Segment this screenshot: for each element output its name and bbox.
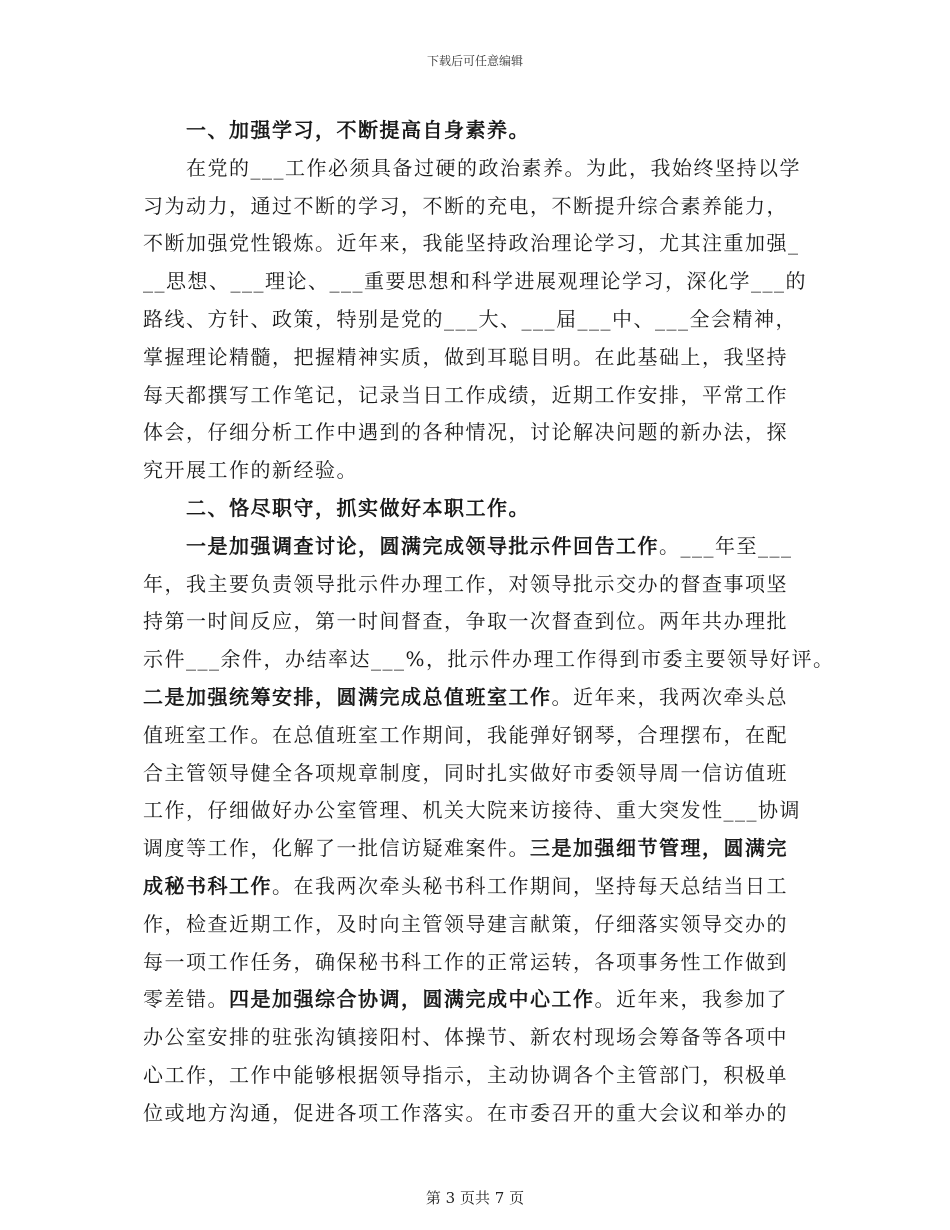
text-run: 掌握理论精髓，把握精神实质，做到耳聪目明。在此基础上，我坚持 (143, 344, 788, 369)
text-line (143, 452, 823, 490)
text-line (143, 263, 823, 301)
text-line (143, 377, 823, 415)
text-run: 体会，仔细分析工作中遇到的各种情况，讨论解决问题的新办法，探 (143, 420, 788, 445)
text-run: 调度等工作，化解了一批信访疑难案件。 (143, 836, 530, 861)
text-line (143, 868, 823, 906)
text-run: 。___年至___ (659, 533, 793, 558)
text-line (143, 906, 823, 944)
text-run: 位或地方沟通，促进各项工作落实。在市委召开的重大会议和举办的 (143, 1100, 788, 1125)
text-line (143, 566, 823, 604)
text-run: 不断加强党性锻炼。近年来，我能坚持政治理论学习，尤其注重加强_ (143, 231, 800, 256)
page-footer: 第 3 页共 7 页 (425, 1189, 525, 1207)
text-line (143, 414, 823, 452)
bold-text-run: 四是加强综合协调，圆满完成中心工作 (229, 987, 595, 1012)
text-run: 路线、方针、政策，特别是党的___大、___届___中、___全会精神， (143, 306, 797, 331)
text-line (143, 150, 823, 188)
text-line (143, 944, 823, 982)
text-line (143, 603, 823, 641)
text-run: 。近年来，我两次牵头总 (551, 684, 788, 709)
bold-text-run: 二是加强统筹安排，圆满完成总值班室工作 (143, 684, 552, 709)
bold-text-run: 三是加强细节管理，圆满完 (530, 836, 788, 861)
text-line (143, 301, 823, 339)
bold-text-run: 成秘书科工作 (143, 873, 272, 898)
text-line (143, 792, 823, 830)
text-run: 习为动力，通过不断的学习，不断的充电，不断提升综合素养能力， (143, 193, 788, 218)
bold-text-run: 二、恪尽职守，抓实做好本职工作。 (186, 495, 530, 520)
text-run: 。近年来，我参加了 (594, 987, 788, 1012)
text-line (143, 1057, 823, 1095)
text-line (143, 755, 823, 793)
text-run: 每一项工作任务，确保秘书科工作的正常运转，各项事务性工作做到 (143, 949, 788, 974)
text-run: 在党的___工作必须具备过硬的政治素养。为此，我始终坚持以学 (186, 155, 801, 180)
page-header: 下载后可任意编辑 (426, 54, 523, 68)
text-line (143, 717, 823, 755)
text-run: 心工作，工作中能够根据领导指示，主动协调各个主管部门，积极单 (143, 1062, 788, 1087)
document-body (143, 112, 835, 1133)
text-run: 工作，仔细做好办公室管理、机关大院来访接待、重大突发性___协调 (143, 798, 801, 823)
text-line (143, 830, 823, 868)
text-run: 零差错。 (143, 987, 229, 1012)
text-run: 持第一时间反应，第一时间督查，争取一次督查到位。两年共办理批 (143, 609, 788, 634)
text-line (143, 188, 823, 226)
text-run: 作，检查近期工作，及时向主管领导建言献策，仔细落实领导交办的 (143, 911, 788, 936)
text-run: 。在我两次牵头秘书科工作期间，坚持每天总结当日工 (272, 873, 788, 898)
text-line (143, 528, 823, 566)
text-line (143, 1095, 823, 1133)
text-line (143, 981, 823, 1019)
text-run: 值班室工作。在总值班室工作期间，我能弹好钢琴，合理摆布，在配 (143, 722, 788, 747)
text-run: __思想、___理论、___重要思想和科学进展观理论学习，深化学___的 (143, 269, 807, 294)
text-run: 究开展工作的新经验。 (143, 458, 358, 483)
text-line (143, 490, 823, 528)
bold-text-run: 一、加强学习，不断提高自身素养。 (186, 118, 530, 142)
text-line (143, 339, 823, 377)
text-run: 每天都撰写工作笔记，记录当日工作成绩，近期工作安排，平常工作 (143, 382, 788, 407)
text-line (143, 1019, 823, 1057)
text-run: 年，我主要负责领导批示件办理工作，对领导批示交办的督查事项坚 (143, 571, 788, 596)
text-line (143, 641, 835, 679)
text-line (143, 225, 823, 263)
bold-text-run: 一是加强调查讨论，圆满完成领导批示件回告工作 (186, 533, 659, 558)
text-run: 合主管领导健全各项规章制度，同时扎实做好市委领导周一信访值班 (143, 760, 788, 785)
text-line (143, 679, 823, 717)
text-run: 示件___余件，办结率达___%，批示件办理工作得到市委主要领导好评。 (143, 647, 835, 672)
text-run: 办公室安排的驻张沟镇接阳村、体操节、新农村现场会筹备等各项中 (143, 1025, 788, 1050)
text-line (143, 112, 823, 150)
